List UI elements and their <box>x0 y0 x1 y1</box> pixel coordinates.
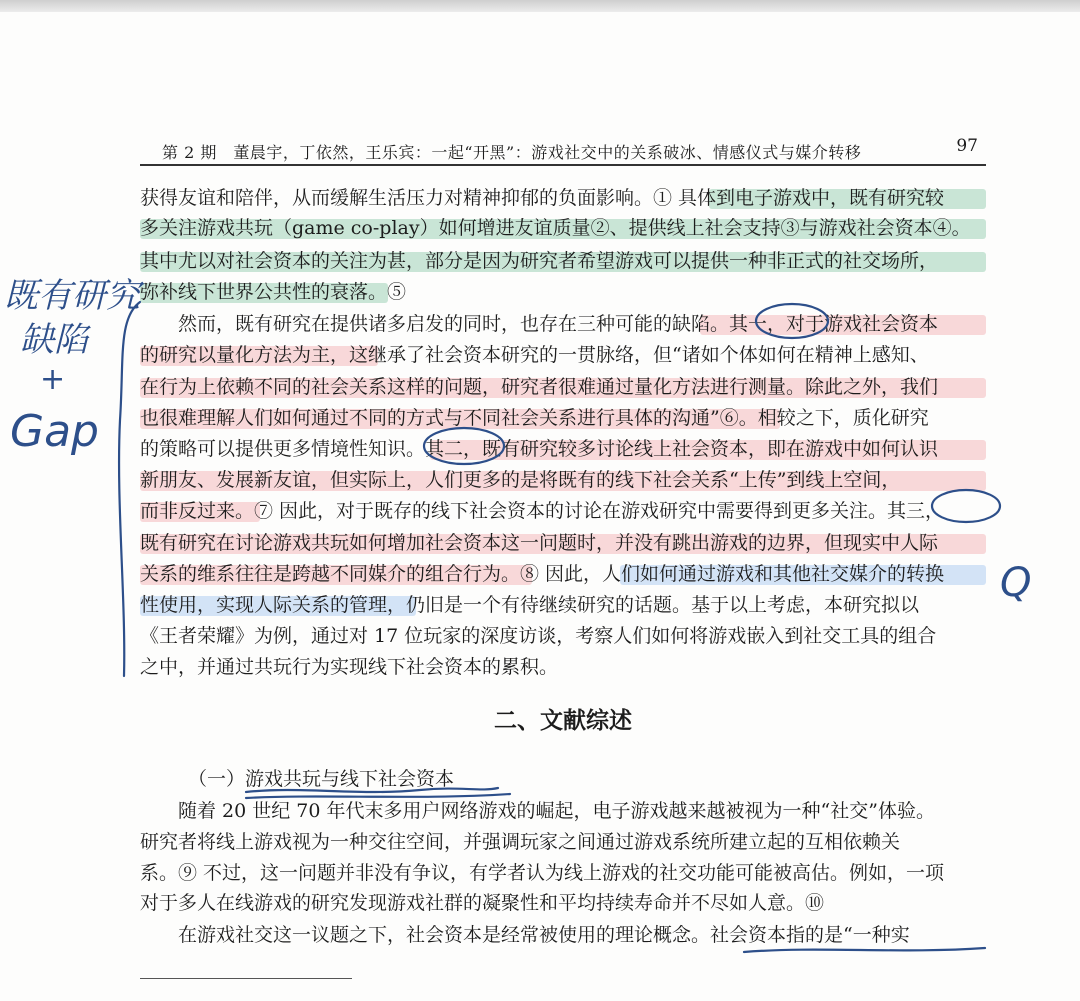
line-text: 也很难理解人们如何通过不同的方式与不同社会关系进行具体的沟通”⑥。相较之下，质化研究 <box>140 407 929 429</box>
line-text: 系。⑨ 不过，这一问题并非没有争议，有学者认为线上游戏的社交功能可能被高估。例如，一项 <box>140 862 945 884</box>
ink-bracket <box>119 302 140 676</box>
line-text: 性使用，实现人际关系的管理，仍旧是一个有待继续研究的话题。基于以上考虑，本研究拟以 <box>140 594 920 616</box>
margin-note-defects: 缺陷 <box>20 320 88 360</box>
running-title: 第 2 期 董晨宇，丁依然，王乐宾：一起“开黑”：游戏社交中的关系破冰、情感仪式与媒介转移 <box>162 143 862 162</box>
line-text: 研究者将线上游戏视为一种交往空间，并强调玩家之间通过游戏系统所建立起的互相依赖关 <box>140 831 901 853</box>
text-line <box>140 796 986 826</box>
text-line <box>140 621 986 651</box>
text-line <box>140 309 986 339</box>
window-top-bar <box>0 0 1080 12</box>
line-text: 然而，既有研究在提供诸多启发的同时，也存在三种可能的缺陷。其一，对于游戏社会资本 <box>140 313 939 335</box>
text-line <box>140 858 986 888</box>
page-number: 97 <box>956 136 978 156</box>
line-text: 在游戏社交这一议题之下，社会资本是经常被使用的理论概念。社会资本指的是“一种实 <box>140 924 910 946</box>
line-text: 其中尤以对社会资本的关注为甚，部分是因为研究者希望游戏可以提供一种非正式的社交场所， <box>140 250 939 272</box>
line-text: 随着 20 世纪 70 年代末多用户网络游戏的崛起，电子游戏越来越被视为一种“社交”体验。 <box>140 800 935 822</box>
text-line <box>140 403 986 433</box>
section-title: 二、文献综述 <box>494 708 632 734</box>
line-text: 的研究以量化方法为主，这继承了社会资本研究的一贯脉络，但“诸如个体如何在精神上感知、 <box>140 344 929 366</box>
margin-note-gap: Gap <box>10 406 99 457</box>
line-text: 的策略可以提供更多情境性知识。其二，既有研究较多讨论线上社会资本，即在游戏中如何认识 <box>140 438 939 460</box>
text-line <box>140 920 986 950</box>
line-text: 弥补线下世界公共性的衰落。⑤ <box>140 281 407 303</box>
text-line <box>140 827 986 857</box>
line-text: 《王者荣耀》为例，通过对 17 位玩家的深度访谈，考察人们如何将游戏嵌入到社交工具的组合 <box>140 625 937 647</box>
line-text: 多关注游戏共玩（game co-play）如何增进友谊质量②、提供线上社会支持③与游戏社会资本④。 <box>140 217 971 239</box>
text-line <box>140 277 986 307</box>
text-line <box>140 496 986 526</box>
text-line <box>140 246 986 276</box>
text-line <box>140 528 986 558</box>
text-line <box>140 559 986 589</box>
text-line <box>140 183 986 213</box>
text-line <box>140 213 986 243</box>
subsection-title: （一）游戏共玩与线下社会资本 <box>188 768 455 790</box>
running-header <box>140 136 986 166</box>
text-line <box>140 465 986 495</box>
margin-note-existing-research: 既有研究 <box>4 276 140 316</box>
line-text: 新朋友、发展新友谊，但实际上，人们更多的是将既有的线下社会关系“上传”到线上空间， <box>140 469 901 491</box>
line-text: 而非反过来。⑦ 因此，对于既存的线下社会资本的讨论在游戏研究中需要得到更多关注。其三， <box>140 500 945 522</box>
line-text: 在行为上依赖不同的社会关系这样的问题，研究者很难通过量化方法进行测量。除此之外，我们 <box>140 376 939 398</box>
footnote-rule <box>140 978 352 979</box>
line-text: 关系的维系往往是跨越不同媒介的组合行为。⑧ 因此，人们如何通过游戏和其他社交媒介的转换 <box>140 563 945 585</box>
text-line <box>140 372 986 402</box>
text-line <box>140 590 986 620</box>
text-line <box>140 340 986 370</box>
text-line <box>140 434 986 464</box>
margin-note-question: Q <box>1000 560 1032 606</box>
text-line <box>140 888 986 918</box>
line-text: 对于多人在线游戏的研究发现游戏社群的凝聚性和平均持续寿命并不尽如人意。⑩ <box>140 892 825 914</box>
margin-note-plus: + <box>40 362 66 397</box>
line-text: 之中，并通过共玩行为实现线下社会资本的累积。 <box>140 656 559 678</box>
line-text: 既有研究在讨论游戏共玩如何增加社会资本这一问题时，并没有跳出游戏的边界，但现实中人际 <box>140 532 939 554</box>
text-line <box>140 652 986 682</box>
line-text: 获得友谊和陪伴，从而缓解生活压力对精神抑郁的负面影响。① 具体到电子游戏中，既有研究较 <box>140 187 945 209</box>
